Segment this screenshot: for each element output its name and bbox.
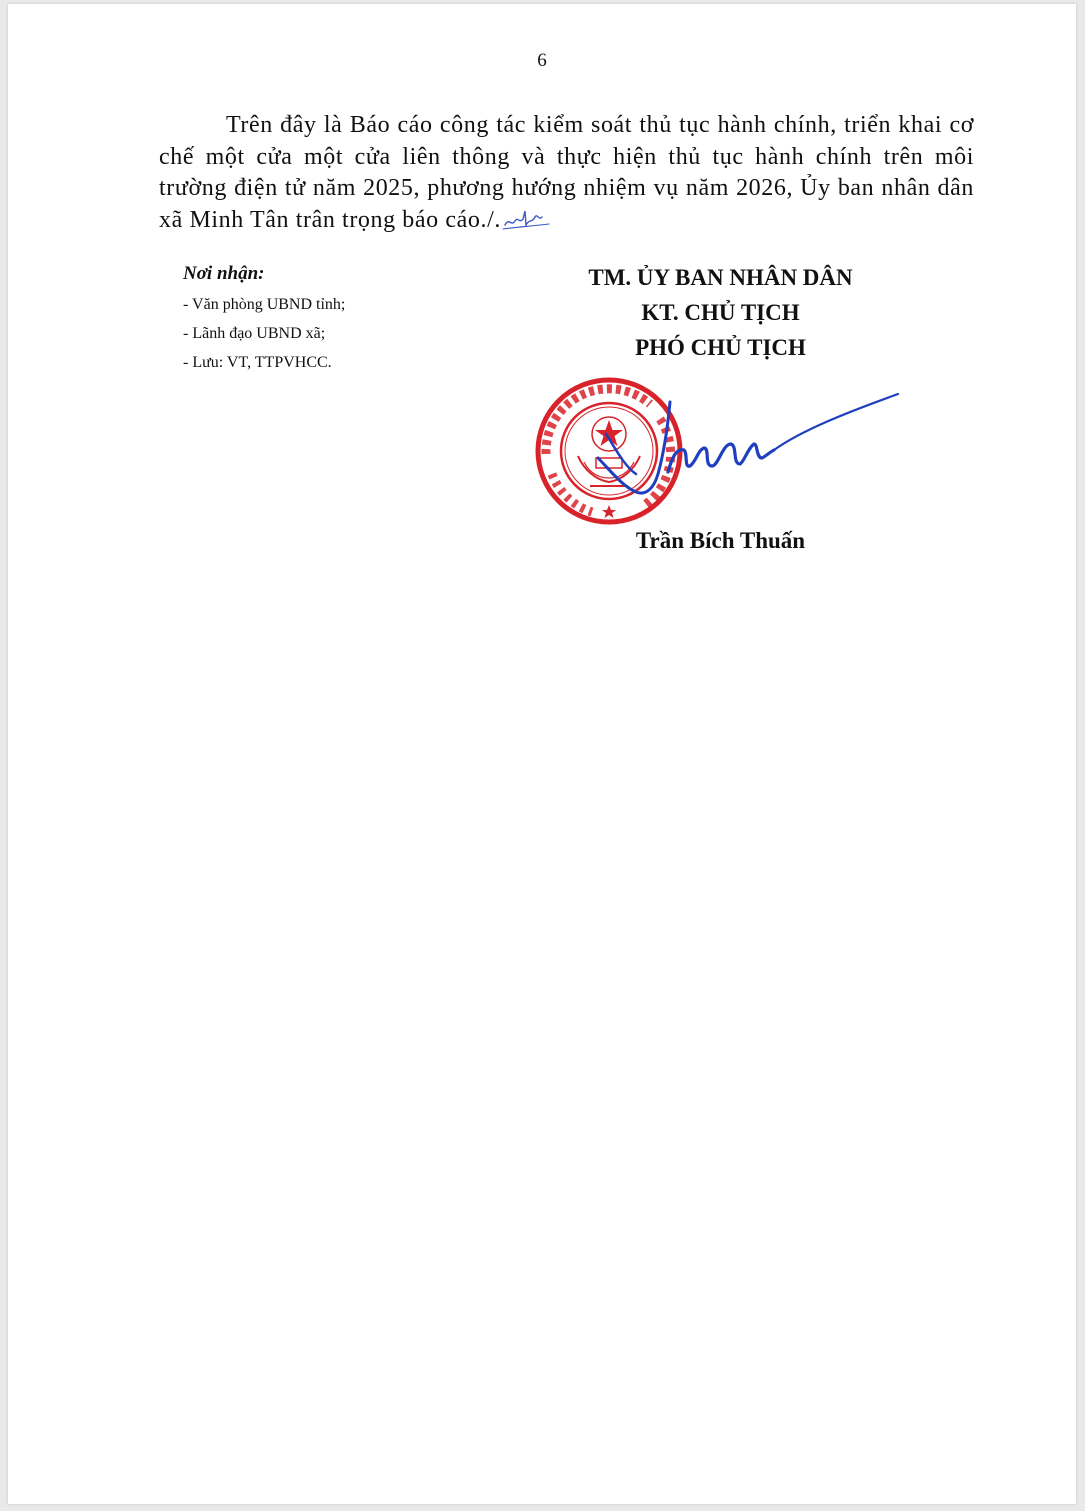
- page-number: 6: [537, 50, 547, 71]
- signature-title-line3: PHÓ CHỦ TỊCH: [635, 335, 806, 360]
- recipient-item: - Lãnh đạo UBND xã;: [183, 325, 326, 342]
- signature-title-line2: KT. CHỦ TỊCH: [641, 300, 800, 325]
- closing-paragraph-text: Trên đây là Báo cáo công tác kiểm soát thủ tục hành chính, triển khai cơ chế một cửa một cửa liên thông và thực hiện thủ tục hành chính trên môi trường điện tử năm 2025, phương hướng nhiệm vụ năm 2026, Ủy ban nhân dân xã Minh Tân trân trọng báo cáo./.: [159, 112, 974, 233]
- recipient-item: - Lưu: VT, TTPVHCC.: [183, 354, 332, 371]
- handwritten-initials-icon: [501, 207, 551, 233]
- official-seal-icon: [538, 380, 680, 522]
- signature-title-line1: TM. ỦY BAN NHÂN DÂN: [588, 265, 853, 290]
- recipients-heading-label: Nơi nhận: [183, 263, 259, 284]
- recipients-heading-colon: :: [258, 263, 265, 284]
- recipients-section: [183, 262, 345, 377]
- document-page: [8, 4, 1076, 1504]
- recipients-list: [183, 290, 345, 377]
- signature-block: [528, 260, 913, 365]
- stamp-and-signature: [518, 374, 918, 534]
- report-closing-paragraph: [159, 110, 974, 236]
- recipient-item: - Văn phòng UBND tỉnh;: [183, 296, 346, 313]
- recipients-heading: [183, 262, 345, 286]
- signer-name: Trần Bích Thuấn: [635, 528, 806, 553]
